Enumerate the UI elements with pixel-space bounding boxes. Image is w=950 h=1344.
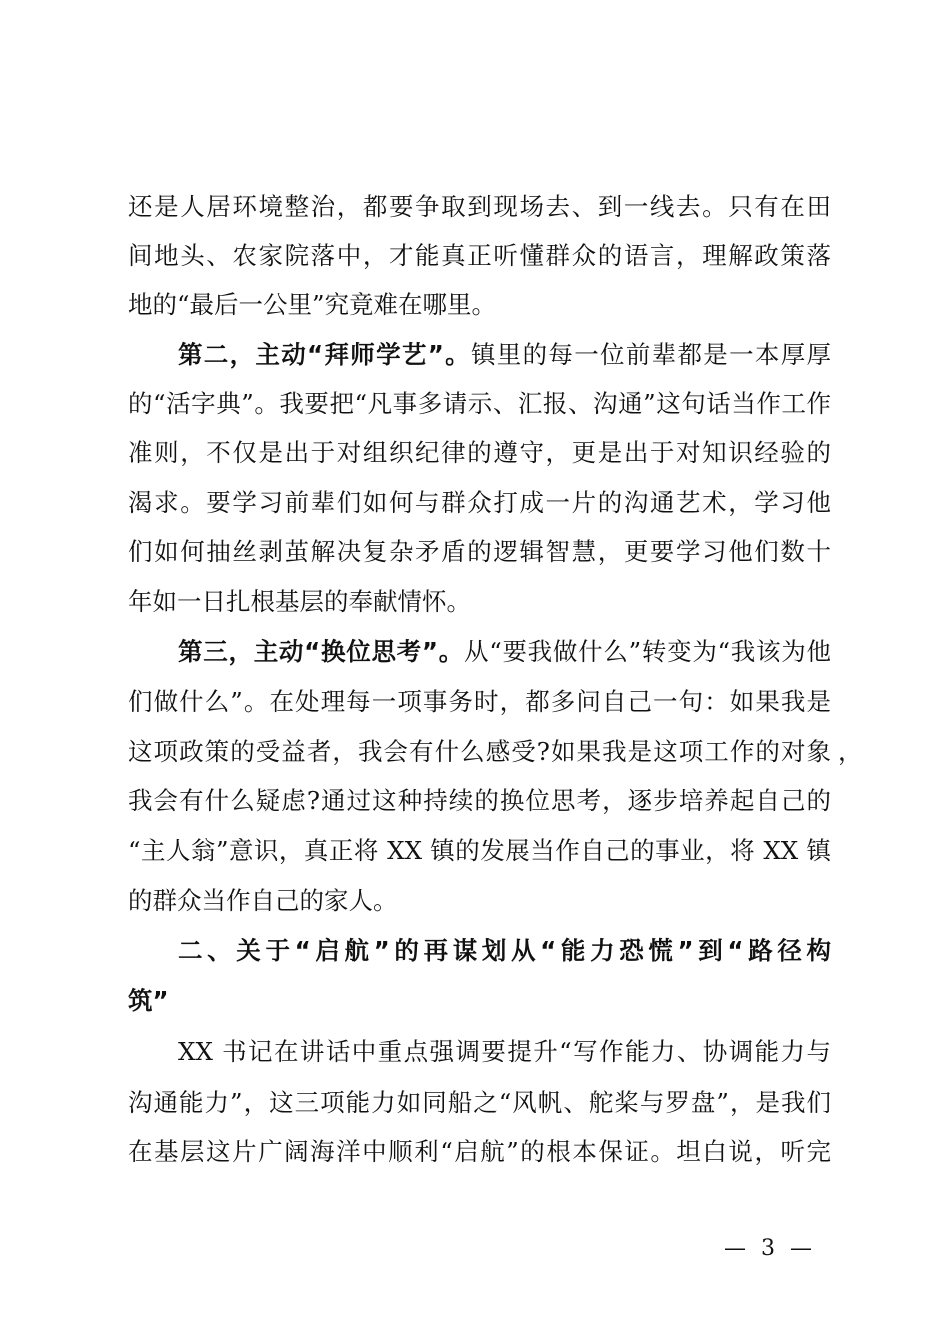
text-line <box>128 1135 831 1169</box>
text-line <box>128 535 831 569</box>
text-line <box>128 685 831 719</box>
text-line <box>128 486 831 520</box>
text-run: 镇里的每一位前辈都是一本厚厚 <box>470 340 832 369</box>
text-run: 沟通能力”，这三项能力如同船之“风帆、舵桨与罗盘”，是我们 <box>128 1088 831 1117</box>
text-run: 们如何抽丝剥茧解决复杂矛盾的逻辑智慧，更要学习他们数十 <box>128 537 831 566</box>
text-run: 的群众当作自己的家人。 <box>128 886 398 915</box>
text-line <box>128 884 831 918</box>
text-line <box>128 239 831 273</box>
text-line <box>128 436 831 470</box>
text-line <box>128 834 831 868</box>
text-run: 年如一日扎根基层的奉献情怀。 <box>128 587 471 616</box>
text-run: 们做什么”。在处理每一项事务时，都多问自己一句：如果我是 <box>128 687 831 716</box>
text-run: 从“要我做什么”转变为“我该为他 <box>463 637 831 666</box>
text-line <box>128 984 831 1018</box>
text-run: 地的“最后一公里”究竟难在哪里。 <box>128 290 497 319</box>
bold-text: 第三，主动“换位思考”。 <box>178 637 464 666</box>
text-line <box>128 585 831 619</box>
text-line <box>178 934 831 968</box>
text-run: 的“活字典”。我要把“凡事多请示、汇报、沟通”这句话当作工作 <box>128 389 831 418</box>
text-run: 在基层这片广阔海洋中顺利“启航”的根本保证。坦白说，听完 <box>128 1137 831 1166</box>
page-number: — 3 — <box>724 1236 816 1261</box>
text-line <box>178 1035 831 1069</box>
text-run: 这项政策的受益者，我会有什么感受?如果我是这项工作的对象 <box>128 737 831 766</box>
text-run: “主人翁”意识，真正将 XX 镇的发展当作自己的事业，将 XX 镇 <box>128 836 831 865</box>
text-line <box>128 1086 831 1120</box>
text-line <box>178 635 831 669</box>
text-run: 渴求。要学习前辈们如何与群众打成一片的沟通艺术，学习他 <box>128 488 831 517</box>
bold-text: 第二，主动“拜师学艺”。 <box>178 340 471 369</box>
text-line <box>128 288 831 322</box>
text-run: 间地头、农家院落中，才能真正听懂群众的语言，理解政策落 <box>128 241 831 270</box>
text-run: 我会有什么疑虑?通过这种持续的换位思考，逐步培养起自己的 <box>128 786 831 815</box>
text-run: 还是人居环境整治，都要争取到现场去、到一线去。只有在田 <box>128 192 831 221</box>
text-line <box>128 784 831 818</box>
text-line <box>178 338 831 372</box>
hanging-punctuation: ， <box>838 737 863 766</box>
text-line <box>128 190 831 224</box>
text-line <box>128 387 831 421</box>
text-run: XX 书记在讲话中重点强调要提升“写作能力、协调能力与 <box>178 1037 831 1066</box>
bold-text: 筑” <box>128 986 169 1015</box>
bold-text: 二、关于“启航”的再谋划从“能力恐慌”到“路径构 <box>178 936 831 965</box>
text-line <box>128 735 831 769</box>
text-run: 准则，不仅是出于对组织纪律的遵守，更是出于对知识经验的 <box>128 438 831 467</box>
